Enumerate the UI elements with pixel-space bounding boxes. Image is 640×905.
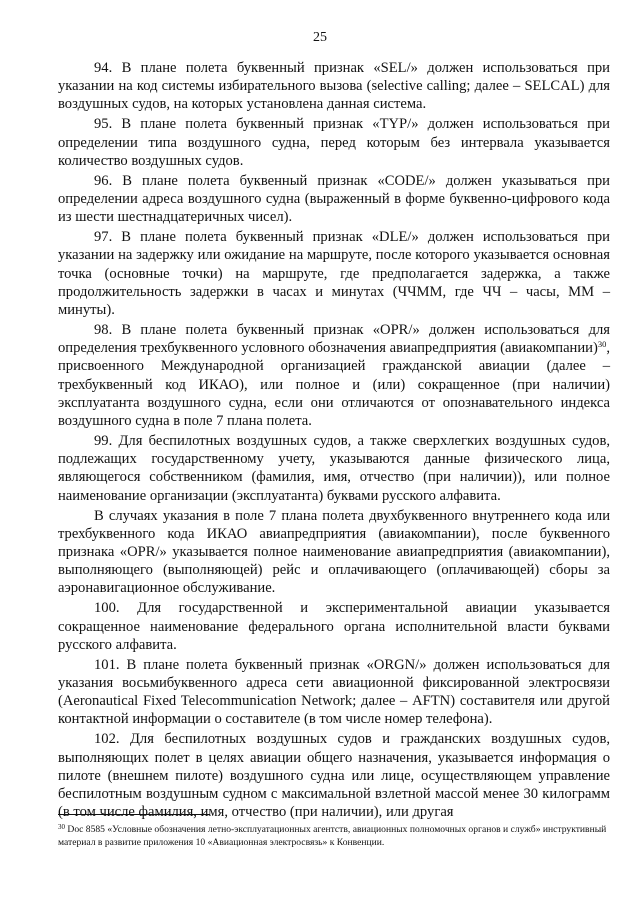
paragraph-98-part-1: 98. В плане полета буквенный признак «OPR/» должен использоваться для определения трехбуквенного условного обозначения авиапредприятия (авиакомпании) xyxy=(58,322,610,357)
paragraph-96: 96. В плане полета буквенный признак «CODE/» должен указываться при определении адреса воздушного судна (выраженный в форме буквенно-цифрового кода из шести шестнадцатеричных чисел). xyxy=(58,172,610,226)
paragraph-94: 94. В плане полета буквенный признак «SEL/» должен использоваться при указании на код системы избирательного вызова (selective calling; далее – SELCAL) для воздушных судов, на которых установлена данная система. xyxy=(58,60,610,113)
paragraph-98-part-2: , присвоенного Международной организацией гражданской авиации (далее – трехбуквенный код ИКАО), или полное и (или) сокращенное (при наличии) эксплуатанта воздушного судна, если они отличаются от опознавательного индекса воздушного судна в поле 7 плана полета. xyxy=(58,340,610,430)
paragraph-98 xyxy=(58,321,610,430)
footnote xyxy=(58,823,610,849)
paragraph-102: 102. Для беспилотных воздушных судов и гражданских воздушных судов, выполняющих полет в целях авиации общего назначения, указывается информация о пилоте (внешнем пилоте) воздушного судна или лице, осуществляющем управление беспилотным воздушным судном с максимальной взлетной массой менее 30 килограмм (в том числе фамилия, имя, отчество (при наличии), или другая xyxy=(58,731,610,821)
footnote-text: Doc 8585 «Условные обозначения летно-эксплуатационных агентств, авиационных полномочных органов и служб» инструктивный материал в развитие приложения 10 «Авиационная электросвязь» к Конвенции. xyxy=(58,824,607,848)
paragraph-100: 100. Для государственной и экспериментальной авиации указывается сокращенное наименование федерального органа исполнительной власти буквами русского алфавита. xyxy=(58,600,610,653)
paragraph-99-continuation: В случаях указания в поле 7 плана полета двухбуквенного внутреннего кода или трехбуквенного кода ИКАО авиапредприятия (авиакомпании), после буквенного признака «OPR/» указывается полное наименование авиапредприятия (авиакомпании), выполняющего (выполняющей) рейс и оплачивающего (оплачивающей) сборы за аэронавигационное обслуживание. xyxy=(58,507,610,597)
body-text xyxy=(58,59,610,823)
paragraph-95: 95. В плане полета буквенный признак «TYP/» должен использоваться при определении типа воздушного судна, перед которым без интервала указывается количество воздушных судов. xyxy=(58,116,610,169)
paragraph-99: 99. Для беспилотных воздушных судов, а также сверхлегких воздушных судов, подлежащих государственному учету, указываются данные физического лица, являющегося собственником (фамилия, имя, отчество (при наличии)), или полное наименование организации (эксплуатанта) буквами русского алфавита. xyxy=(58,433,610,504)
footnote-divider xyxy=(58,814,210,815)
page-number: 25 xyxy=(313,30,327,45)
footnote-reference: 30 xyxy=(597,339,607,350)
paragraph-101: 101. В плане полета буквенный признак «ORGN/» должен использоваться для указания восьмибуквенного адреса сети авиационной фиксированной электросвязи (Aeronautical Fixed Telecommunication Network; далее – AFTN) составителя или другой контактной информации о составителе (в том числе номер телефона). xyxy=(58,656,610,728)
footnote-marker: 30 xyxy=(58,823,65,831)
paragraph-97: 97. В плане полета буквенный признак «DLE/» должен использоваться при указании на задержку или ожидание на маршруте, после которого указывается основная точка (основные точки) на маршруте, где предполагается задержка, а также продолжительность задержки в часах и минутах (ЧЧММ, где ЧЧ – часы, ММ – минуты). xyxy=(58,229,610,319)
